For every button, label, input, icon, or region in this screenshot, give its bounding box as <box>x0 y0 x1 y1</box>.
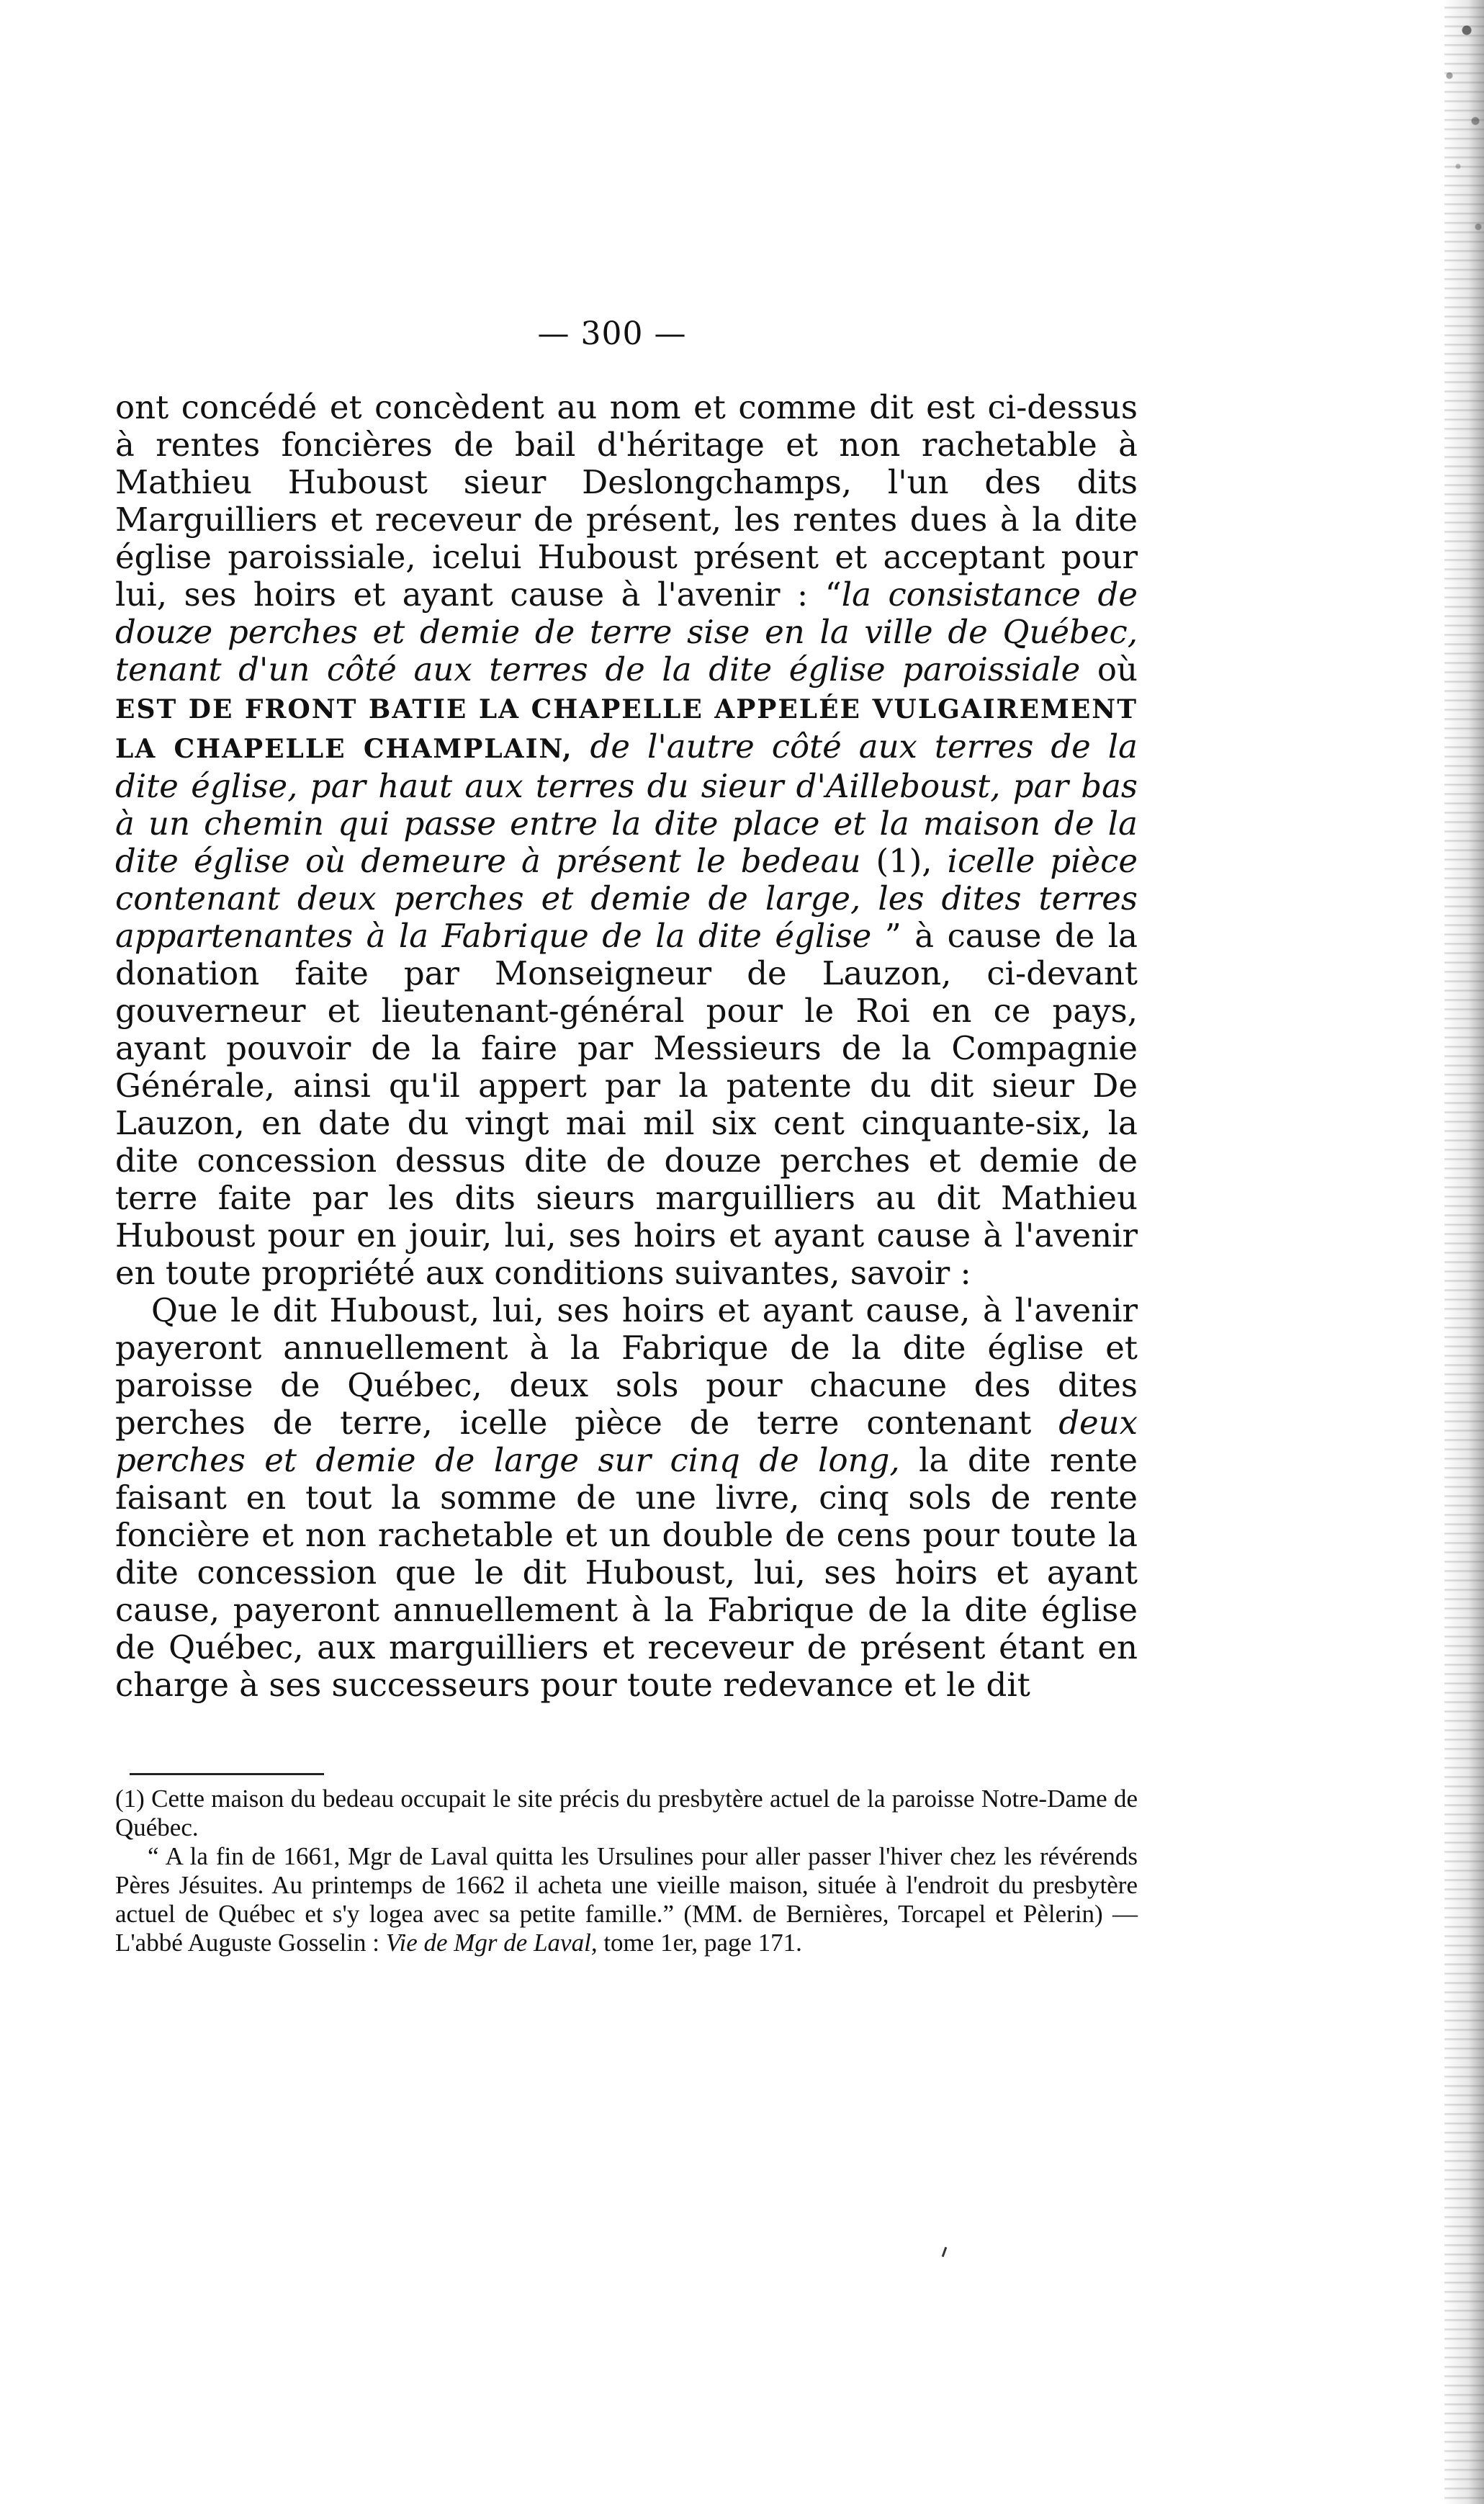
p1-italic-consistance: la consistance de douze perches et demie de terre sise en la ville de Québec, tenant d'un côté aux terres de la dite église paroissiale <box>115 575 1138 688</box>
paragraph-2 <box>115 1292 1138 1704</box>
footnote-book-title: Vie de Mgr de Laval, <box>385 1929 598 1957</box>
p1-italic-icelle: icelle pièce contenant deux perches et demie de large, les dites terres appartenantes à la Fabrique de la dite église <box>115 842 1138 955</box>
footnote-page-ref: tome 1er, page 171. <box>597 1929 802 1957</box>
paragraph-1 <box>115 389 1138 1292</box>
p1-smallcaps-chapelle: EST DE FRONT BATIE LA CHAPELLE APPELÉE VULGAIREMENT LA CHAPELLE CHAMPLAIN, <box>115 694 1138 764</box>
body-text <box>115 389 1138 1704</box>
p1-italic-boundaries: de l'autre côté aux terres de la dite église, par haut aux terres du sieur d'Ailleboust, par bas à un chemin qui passe entre la dite place et la maison de la dite église où demeure à présent le bedeau <box>115 727 1138 880</box>
p2-italic-dimensions: deux perches et demie de large sur cinq de long, <box>115 1404 1138 1479</box>
p1-part-a: ont concédé et concèdent au nom et comme dit est ci-dessus à rentes foncières de bail d'héritage et non rachetable à Mathieu Huboust sieur Deslongchamps, l'un des dits Marguilliers et receveur de présent, les rentes dues à la dite église paroissiale, icelui Huboust présent et acceptant pour lui, ses hoirs et ayant cause à l'avenir : “ <box>115 388 1138 614</box>
footnote-1: (1) Cette maison du bedeau occupait le site précis du presbytère actuel de la paroisse Notre-Dame de Québec. <box>115 1785 1138 1841</box>
page-number: — 300 — <box>537 315 687 352</box>
scan-edge-specks <box>1426 0 1484 302</box>
p1-footnote-ref: (1), <box>860 842 948 880</box>
footnote-1-quote <box>115 1842 1138 1957</box>
p1-part-h: ” à cause de la donation faite par Monseigneur de Lauzon, ci-devant gouverneur et lieutenant-général pour le Roi en ce pays, ayant pouvoir de la faire par Messieurs de la Compagnie Générale, ainsi qu'il appert par la patente du dit sieur De Lauzon, en date du vingt mai mil six cent cinquante-six, la dite concession dessus dite de douze perches et demie de terre faite par les dits sieurs marguilliers au dit Mathieu Huboust pour en jouir, lui, ses hoirs et ayant cause à l'avenir en toute propriété aux conditions suivantes, savoir : <box>115 917 1138 1292</box>
footnote-quote-text: “ A la fin de 1661, Mgr de Laval quitta les Ursulines pour aller passer l'hiver chez les révérends Pères Jésuites. Au printemps de 1662 il acheta une vieille maison, située à l'endroit du presbytère actuel de Québec et s'y logea avec sa petite famille.” (MM. de Bernières, Torcapel et Pèlerin) —L'abbé Auguste Gosselin : <box>115 1842 1138 1957</box>
p2-part-c: la dite rente faisant en tout la somme de une livre, cinq sols de rente foncière et non rachetable et un double de cens pour toute la dite concession que le dit Huboust, lui, ses hoirs et ayant cause, payeront annuellement à la Fabrique de la dite église de Québec, aux marguilliers et receveur de présent étant en charge à ses successeurs pour toute redevance et le dit <box>115 1441 1138 1704</box>
scan-edge-shadow <box>1444 0 1484 2504</box>
p2-part-a: Que le dit Huboust, lui, ses hoirs et ayant cause, à l'avenir payeront annuellement à la Fabrique de la dite église et paroisse de Québec, deux sols pour chacune des dites perches de terre, icelle pièce de terre contenant <box>115 1291 1138 1442</box>
stray-ink-mark <box>942 2247 948 2257</box>
footnotes <box>115 1785 1138 1957</box>
p1-part-c: où <box>1080 650 1138 688</box>
footnote-rule <box>130 1773 324 1775</box>
